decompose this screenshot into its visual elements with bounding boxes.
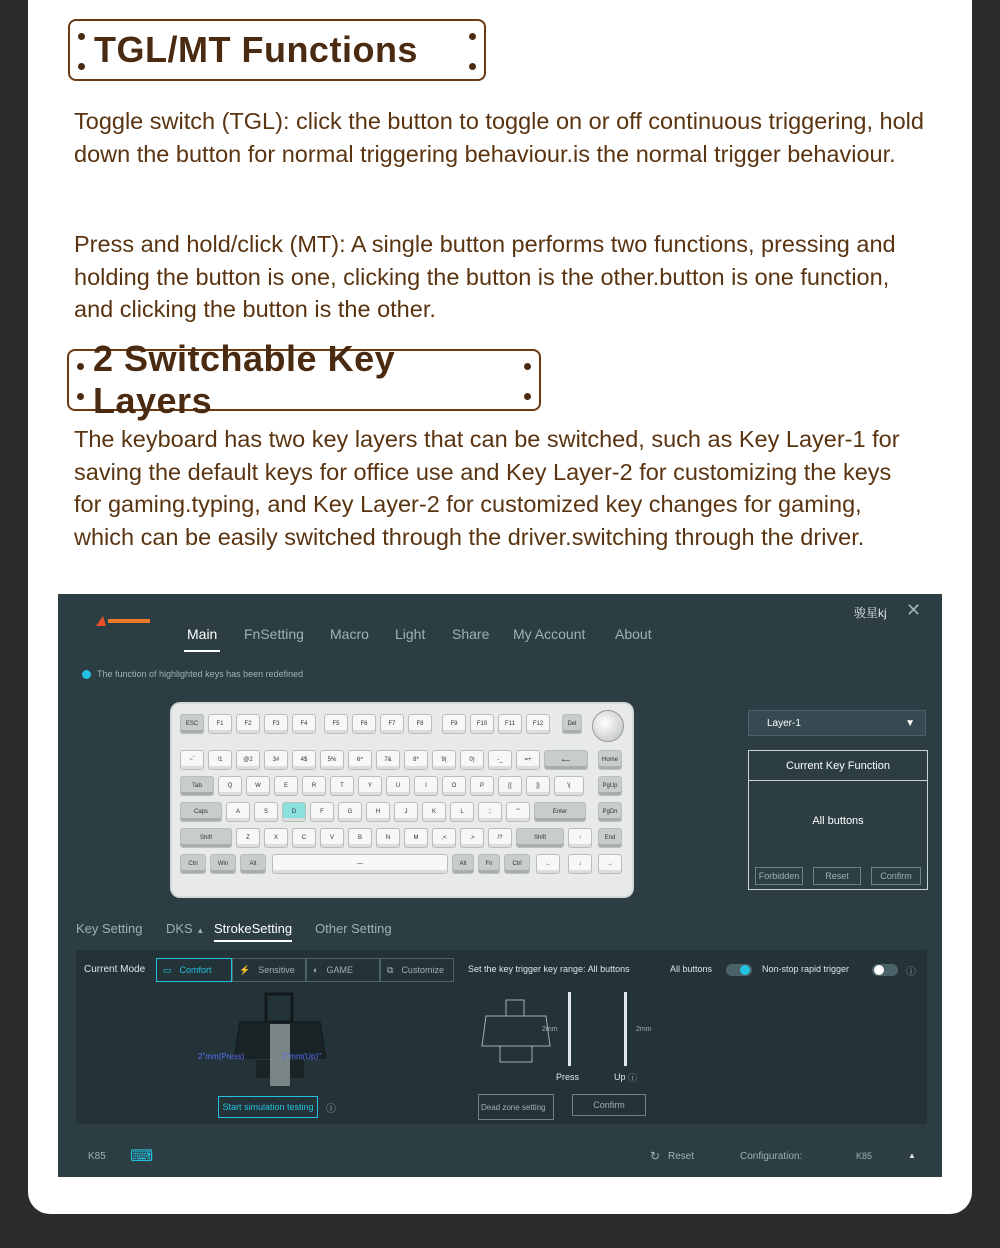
key-u[interactable]: U (386, 776, 410, 796)
current-key-function-value: All buttons (812, 815, 864, 827)
key-pgdn[interactable]: PgDn (598, 802, 622, 822)
key-f4[interactable]: F4 (292, 714, 316, 734)
key-home[interactable]: Home (598, 750, 622, 770)
key-f12[interactable]: F12 (526, 714, 550, 734)
volume-knob[interactable] (592, 710, 624, 742)
key-pgup[interactable]: PgUp (598, 776, 622, 796)
key-t[interactable]: T (330, 776, 354, 796)
tab-dks[interactable] (166, 921, 204, 936)
nav-my-account[interactable]: My Account (513, 626, 586, 642)
key-i[interactable]: I (414, 776, 438, 796)
key-win[interactable]: Win (210, 854, 236, 874)
section-heading-text: 2 Switchable Key Layers (93, 338, 396, 421)
start-simulation-button[interactable]: Start simulation testing (218, 1096, 318, 1118)
key-[interactable]: — (272, 854, 448, 874)
current-key-function-title: Current Key Function (749, 751, 927, 781)
key-5[interactable]: 5% (320, 750, 344, 770)
up-label: Up (614, 1072, 626, 1082)
highlight-note-text: The function of highlighted keys has been redefined (97, 669, 304, 679)
configuration-label: Configuration: (740, 1151, 803, 1162)
nav-fnsetting[interactable]: FnSetting (244, 626, 304, 642)
highlight-note (82, 669, 303, 679)
key-4[interactable]: 4$ (292, 750, 316, 770)
key-alt[interactable]: Alt (240, 854, 266, 874)
key-f7[interactable]: F7 (380, 714, 404, 734)
key-[interactable]: → (598, 854, 622, 874)
comfort-icon: ▭ (163, 964, 172, 975)
key-[interactable]: '" (506, 802, 530, 822)
game-icon: ◐ (313, 965, 319, 975)
key-l[interactable]: L (450, 802, 474, 822)
key-[interactable]: ↓ (568, 854, 592, 874)
key-[interactable]: /? (488, 828, 512, 848)
key-alt[interactable]: Alt (452, 854, 474, 874)
tab-key-setting[interactable]: Key Setting (76, 921, 143, 936)
key-k[interactable]: K (422, 802, 446, 822)
tab-dks-label: DKS (166, 921, 193, 936)
key-m[interactable]: M (404, 828, 428, 848)
forbidden-button[interactable]: Forbidden (755, 867, 803, 885)
current-key-function-box (748, 750, 928, 890)
confirm-button[interactable]: Confirm (871, 867, 921, 885)
help-icon[interactable]: ⓘ (906, 967, 916, 978)
key-f6[interactable]: F6 (352, 714, 376, 734)
key-end[interactable]: End (598, 828, 622, 848)
key-f11[interactable]: F11 (498, 714, 522, 734)
layer-select[interactable] (748, 710, 926, 736)
key-h[interactable]: H (366, 802, 390, 822)
switch-outline-illustration (480, 998, 552, 1068)
key-1[interactable]: !1 (208, 750, 232, 770)
nav-light[interactable]: Light (395, 626, 426, 642)
key-[interactable]: ⟵ (544, 750, 588, 770)
key-shift[interactable]: Shift (180, 828, 232, 848)
reset-button[interactable]: Reset (813, 867, 861, 885)
tab-stroke-setting[interactable]: StrokeSetting (214, 921, 293, 936)
mode-customize-label: Customize (401, 965, 444, 975)
key-[interactable]: ;: (478, 802, 502, 822)
key-3[interactable]: 3# (264, 750, 288, 770)
key-[interactable]: [{ (498, 776, 522, 796)
device-name: K85 (88, 1151, 106, 1162)
keyboard-preview (172, 704, 632, 896)
all-buttons-label: All buttons (670, 964, 713, 974)
key-ctrl[interactable]: Ctrl (180, 854, 206, 874)
press-slider-value: 2mm (542, 1026, 558, 1033)
press-label: Press (556, 1072, 580, 1082)
driver-app-window (58, 594, 942, 1177)
key-f10[interactable]: F10 (470, 714, 494, 734)
mt-description: Press and hold/click (MT): A single button performs two functions, pressing and holding the button is one, clicking the button is the other.button is one function, and clicking the button is the other. (74, 231, 896, 322)
key-[interactable]: -_ (488, 750, 512, 770)
key-ctrl[interactable]: Ctrl (504, 854, 530, 874)
key-del[interactable]: Del (562, 714, 582, 734)
nav-share[interactable]: Share (452, 626, 490, 642)
key-o[interactable]: O (442, 776, 466, 796)
key-c[interactable]: C (292, 828, 316, 848)
key-f8[interactable]: F8 (408, 714, 432, 734)
key-r[interactable]: R (302, 776, 326, 796)
mode-sensitive[interactable] (232, 958, 306, 982)
section-heading-tgl-mt (68, 19, 486, 81)
nonstop-toggle[interactable] (872, 964, 898, 976)
layers-description: The keyboard has two key layers that can be switched, such as Key Layer-1 for saving the default keys for office use and Key Layer-2 for customizing the keys for gaming.typing, and Key Layer-2 for customized key changes for gaming, which can be easily switched through the driver.switching through the driver. (74, 426, 900, 550)
nav-macro[interactable]: Macro (330, 626, 369, 642)
key-j[interactable]: J (394, 802, 418, 822)
key-[interactable]: =+ (516, 750, 540, 770)
key-caps[interactable]: Caps (180, 802, 222, 822)
key-[interactable]: \| (554, 776, 584, 796)
press-slider-track[interactable] (568, 992, 571, 1066)
key-[interactable]: ]} (526, 776, 550, 796)
up-slider-track[interactable] (624, 992, 627, 1066)
app-footer (58, 1134, 942, 1177)
caret-up-icon[interactable]: ▲ (908, 1151, 916, 1160)
key-6[interactable]: 6^ (348, 750, 372, 770)
key-9[interactable]: 9( (432, 750, 456, 770)
help-icon[interactable]: ⓘ (326, 1104, 336, 1115)
key-[interactable]: ← (536, 854, 560, 874)
key-f3[interactable]: F3 (264, 714, 288, 734)
key-8[interactable]: 8* (404, 750, 428, 770)
info-dot-icon (82, 670, 91, 679)
key-f[interactable]: F (310, 802, 334, 822)
key-g[interactable]: G (338, 802, 362, 822)
all-buttons-toggle[interactable] (726, 964, 752, 976)
keyboard-icon[interactable]: ⌨ (130, 1148, 154, 1165)
section-heading-text: TGL/MT Functions (94, 29, 418, 70)
key-[interactable]: .> (460, 828, 484, 848)
key-[interactable]: ↑ (568, 828, 592, 848)
key-x[interactable]: X (264, 828, 288, 848)
caret-up-icon: ▲ (196, 926, 205, 935)
switch-illustration (226, 988, 336, 1088)
key-range-label: Set the key trigger key range: All buttons (468, 964, 630, 974)
customize-icon: ⧉ (387, 964, 394, 975)
key-enter[interactable]: Enter (534, 802, 586, 822)
key-d[interactable]: D (282, 802, 306, 822)
key-esc[interactable]: ESC (180, 714, 204, 734)
key-7[interactable]: 7& (376, 750, 400, 770)
key-w[interactable]: W (246, 776, 270, 796)
key-f5[interactable]: F5 (324, 714, 348, 734)
mode-customize[interactable] (380, 958, 454, 982)
key-v[interactable]: V (320, 828, 344, 848)
subtab-active-indicator (214, 940, 292, 942)
section-heading-layers (67, 338, 541, 421)
key-2[interactable]: @2 (236, 750, 260, 770)
stroke-setting-panel (76, 950, 927, 1124)
tab-other-setting[interactable]: Other Setting (315, 921, 392, 936)
configuration-value[interactable]: K85 (856, 1151, 873, 1161)
key-q[interactable]: Q (218, 776, 242, 796)
help-icon[interactable]: ⓘ (628, 1073, 638, 1083)
key-z[interactable]: Z (236, 828, 260, 848)
key-[interactable]: ,< (432, 828, 456, 848)
brand-logo (94, 614, 152, 628)
current-mode-label: Current Mode (84, 964, 146, 975)
up-slider-value: 2mm (636, 1026, 652, 1033)
up-distance-label: 2"mm(Up)" (282, 1052, 322, 1061)
key-b[interactable]: B (348, 828, 372, 848)
footer-reset[interactable]: Reset (668, 1151, 695, 1162)
layer-select-value: Layer-1 (767, 717, 801, 729)
mode-game-label: GAME (326, 965, 353, 975)
nav-active-indicator (184, 650, 220, 652)
mode-game[interactable] (306, 958, 380, 982)
key-f9[interactable]: F9 (442, 714, 466, 734)
nav-main[interactable]: Main (187, 626, 218, 642)
key-tab[interactable]: Tab (180, 776, 214, 796)
key-s[interactable]: S (254, 802, 278, 822)
mode-comfort-label: Comfort (179, 965, 212, 975)
key-y[interactable]: Y (358, 776, 382, 796)
key-shift[interactable]: Shift (516, 828, 564, 848)
press-distance-label: 2"mm(Press) (198, 1052, 245, 1061)
reset-icon[interactable]: ↻ (650, 1149, 661, 1163)
nav-about[interactable]: About (615, 626, 652, 642)
dropdown-arrow-icon: ▼ (905, 717, 915, 729)
tgl-description: Toggle switch (TGL): click the button to toggle on or off continuous triggering, hold down the button for normal triggering behaviour.is the normal trigger behaviour. (74, 108, 924, 167)
key-p[interactable]: P (470, 776, 494, 796)
key-a[interactable]: A (226, 802, 250, 822)
dead-zone-button[interactable]: Dead zone setting (478, 1094, 554, 1120)
panel-confirm-button[interactable]: Confirm (572, 1094, 646, 1116)
key-0[interactable]: 0) (460, 750, 484, 770)
nonstop-label: Non-stop rapid trigger (762, 964, 850, 974)
key-e[interactable]: E (274, 776, 298, 796)
key-f1[interactable]: F1 (208, 714, 232, 734)
lightning-icon: ⚡ (239, 964, 251, 975)
close-icon[interactable]: ✕ (906, 600, 922, 620)
mode-comfort[interactable] (156, 958, 232, 982)
key-f2[interactable]: F2 (236, 714, 260, 734)
key-n[interactable]: N (376, 828, 400, 848)
key-fn[interactable]: Fn (478, 854, 500, 874)
user-name[interactable]: 骏星kj (854, 606, 887, 620)
mode-sensitive-label: Sensitive (258, 965, 295, 975)
key-[interactable]: ~` (180, 750, 204, 770)
